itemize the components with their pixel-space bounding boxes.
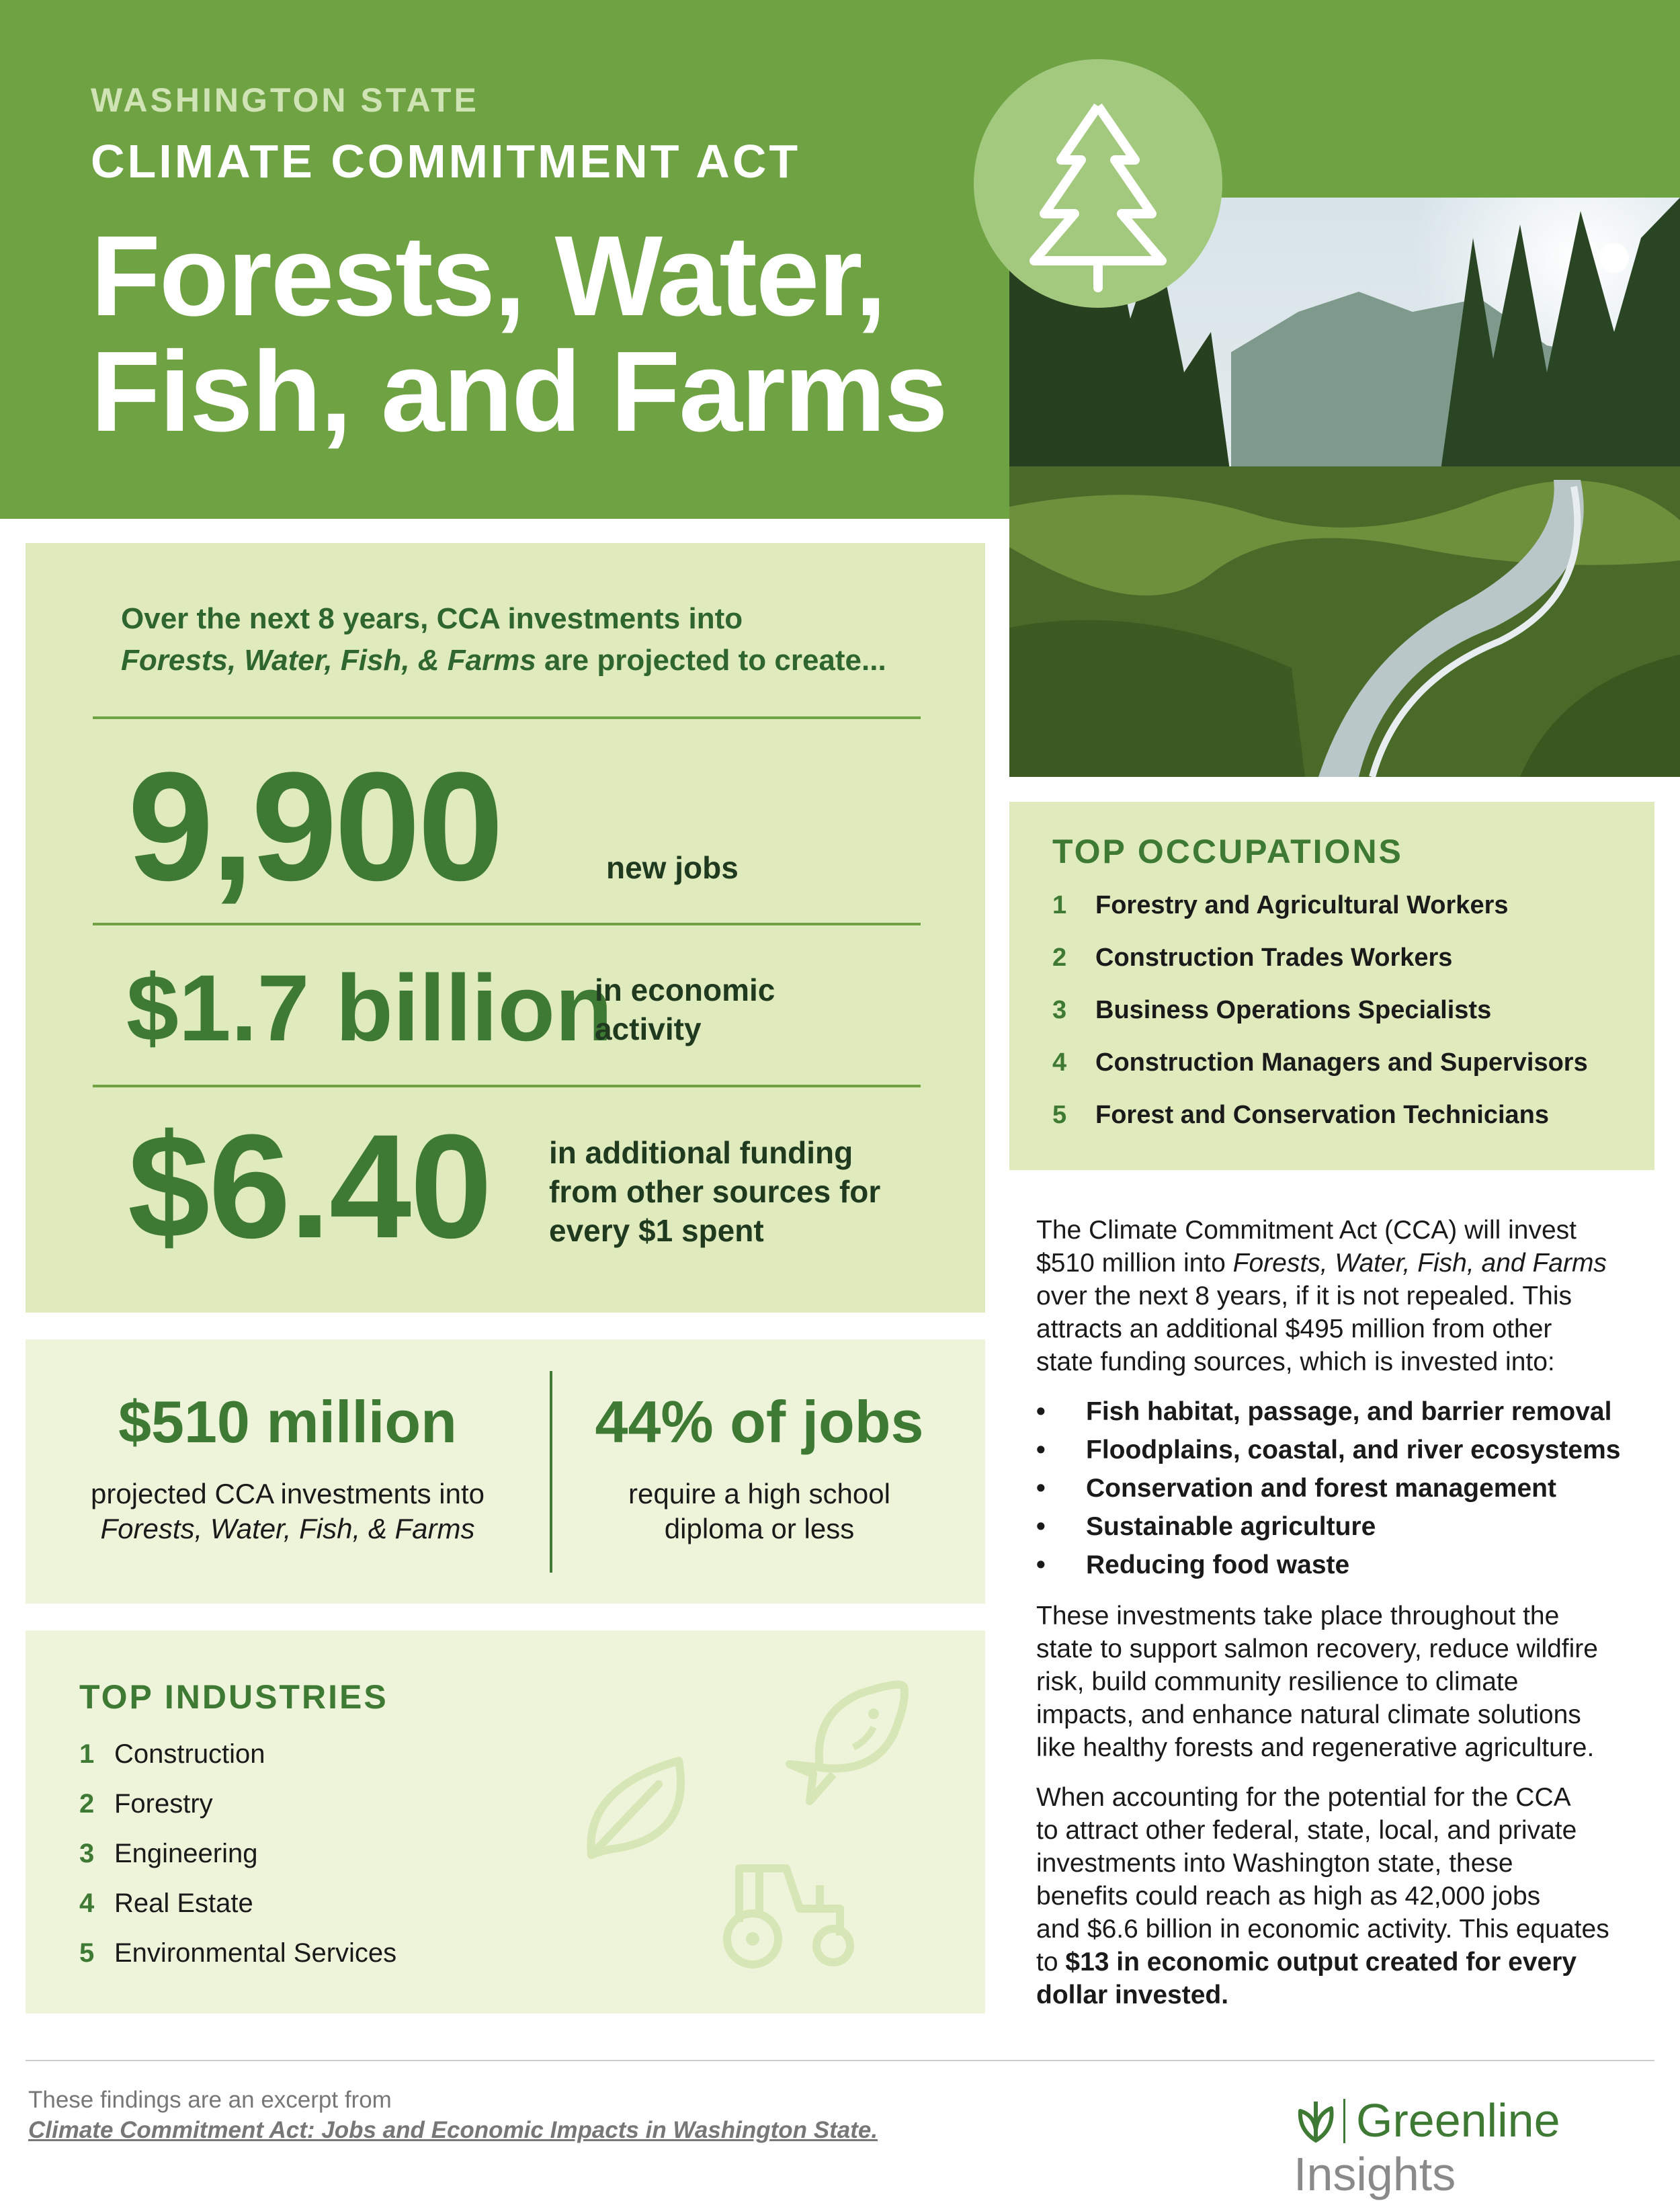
occupations-heading: TOP OCCUPATIONS — [1052, 833, 1403, 870]
text-line: to attract other federal, state, local, and private — [1036, 1816, 1577, 1845]
rank: 2 — [1052, 944, 1067, 972]
tree-icon — [974, 59, 1222, 308]
rank: 4 — [79, 1888, 95, 1918]
list-item — [1052, 1101, 1588, 1153]
text-line: and $6.6 billion in economic activity. This equates — [1036, 1915, 1609, 1944]
body-paragraph-3 — [1036, 1781, 1668, 2011]
activity-value: $1.7 billion — [126, 955, 613, 1061]
bullet-text: Conservation and forest management — [1086, 1474, 1556, 1503]
report-link[interactable]: Climate Commitment Act: Jobs and Economic Impacts in Washington State. — [28, 2117, 878, 2143]
industry-label: Engineering — [114, 1839, 258, 1868]
funding-value: $6.40 — [128, 1104, 491, 1269]
rank: 5 — [79, 1938, 95, 1968]
leaf-logo-icon — [1294, 2096, 1338, 2143]
funding-desc-line-2: from other sources for — [549, 1174, 881, 1209]
text-line — [1036, 1247, 1654, 1280]
occupation-label: Business Operations Specialists — [1095, 996, 1492, 1024]
rank: 4 — [1052, 1048, 1067, 1077]
funding-desc-line-3: every $1 spent — [549, 1213, 764, 1248]
footer-note: These findings are an excerpt from — [28, 2087, 392, 2113]
bullet-item: • Reducing food waste — [1036, 1550, 1350, 1579]
occupation-label: Forestry and Agricultural Workers — [1095, 891, 1509, 919]
list-item — [1052, 1048, 1588, 1101]
text-line: benefits could reach as high as 42,000 jobs — [1036, 1882, 1541, 1911]
investment-desc — [46, 1477, 530, 1546]
list-item — [1052, 891, 1588, 944]
intro-line-2 — [121, 640, 927, 681]
activity-desc-line-1: in economic — [595, 972, 775, 1007]
funding-desc-line-1: in additional funding — [549, 1135, 853, 1170]
list-item — [79, 1739, 396, 1789]
bullet-item: • Sustainable agriculture — [1036, 1512, 1376, 1541]
text-line: risk, build community resilience to climate — [1036, 1667, 1519, 1696]
eyebrow: WASHINGTON STATE — [91, 81, 479, 119]
subtitle: CLIMATE COMMITMENT ACT — [91, 135, 801, 188]
bullet-list — [1036, 1393, 1654, 1584]
body-paragraph-1 — [1036, 1214, 1654, 1378]
bullet-item: • Conservation and forest management — [1036, 1474, 1556, 1503]
industry-label: Forestry — [114, 1789, 213, 1819]
intro-line-1: Over the next 8 years, CCA investments into — [121, 602, 743, 635]
text-line: attracts an additional $495 million from other — [1036, 1315, 1552, 1343]
occupation-label: Construction Managers and Supervisors — [1095, 1048, 1588, 1077]
intro-italic: Forests, Water, Fish, & Farms — [121, 644, 536, 677]
bullet-text: Sustainable agriculture — [1086, 1512, 1376, 1541]
activity-desc-line-2: activity — [595, 1011, 702, 1046]
jobs-value: 9,900 — [128, 740, 501, 913]
funding-desc — [549, 1133, 880, 1250]
page-title — [91, 212, 964, 456]
bullet-text: Reducing food waste — [1086, 1550, 1350, 1579]
list-item — [79, 1839, 396, 1888]
rank: 3 — [1052, 996, 1067, 1024]
industry-label: Environmental Services — [114, 1938, 397, 1968]
rank: 2 — [79, 1789, 95, 1819]
text-bold: $13 in economic output created for every — [1065, 1948, 1577, 1977]
intro-rest: are projected to create... — [536, 644, 886, 677]
rank: 1 — [79, 1739, 95, 1769]
tree-badge — [974, 59, 1222, 308]
text-line: dollar invested. — [1036, 1981, 1229, 2009]
occupation-label: Construction Trades Workers — [1095, 944, 1453, 972]
jobs-percent-desc-line-2: diploma or less — [664, 1513, 855, 1544]
brand-divider — [1343, 2099, 1345, 2143]
footer-divider — [26, 2060, 1654, 2061]
bullet-item: • Floodplains, coastal, and river ecosystems — [1036, 1436, 1621, 1464]
divider — [93, 923, 921, 925]
list-item — [1052, 996, 1588, 1048]
bullet-item: • Fish habitat, passage, and barrier removal — [1036, 1397, 1612, 1426]
bullet-text: Floodplains, coastal, and river ecosystems — [1086, 1436, 1621, 1464]
investment-desc-line-2: Forests, Water, Fish, & Farms — [100, 1513, 475, 1544]
text-line: like healthy forests and regenerative agriculture. — [1036, 1733, 1595, 1762]
list-item — [79, 1888, 396, 1938]
list-item — [79, 1789, 396, 1839]
title-line-2: Fish, and Farms — [91, 328, 947, 456]
vertical-divider — [550, 1371, 552, 1573]
investment-panel — [26, 1339, 985, 1604]
text-line: These investments take place throughout the — [1036, 1602, 1560, 1630]
text-span: $510 million into — [1036, 1249, 1233, 1278]
brand-suffix: Insights — [1294, 2148, 1456, 2200]
leaf-icon — [578, 1747, 699, 1868]
text-line: state funding sources, which is invested into: — [1036, 1347, 1555, 1376]
text-span: to — [1036, 1948, 1066, 1977]
text-line: When accounting for the potential for the CCA — [1036, 1783, 1571, 1812]
list-item — [79, 1938, 396, 1988]
tractor-icon — [712, 1855, 860, 1969]
rank: 1 — [1052, 891, 1067, 919]
investment-value: $510 million — [118, 1388, 457, 1455]
divider — [93, 1085, 921, 1087]
investment-desc-line-1: projected CCA investments into — [91, 1478, 485, 1509]
jobs-percent-value: 44% of jobs — [595, 1388, 924, 1455]
brand-name: Greenline — [1356, 2094, 1560, 2147]
text-line — [1036, 1946, 1668, 1979]
occupation-label: Forest and Conservation Technicians — [1095, 1101, 1550, 1129]
industries-list — [79, 1739, 396, 1988]
stats-intro — [121, 598, 927, 681]
jobs-percent-desc — [571, 1477, 948, 1546]
bullet-text: Fish habitat, passage, and barrier removal — [1086, 1397, 1612, 1426]
industries-heading: TOP INDUSTRIES — [79, 1678, 388, 1716]
divider — [93, 716, 921, 719]
jobs-percent-desc-line-1: require a high school — [628, 1478, 890, 1509]
occupations-list — [1052, 891, 1588, 1153]
title-line-1: Forests, Water, — [91, 212, 886, 340]
text-line: investments into Washington state, these — [1036, 1849, 1513, 1878]
text-line: impacts, and enhance natural climate solutions — [1036, 1700, 1581, 1729]
activity-desc — [595, 970, 775, 1048]
text-line: The Climate Commitment Act (CCA) will invest — [1036, 1216, 1577, 1245]
text-italic: Forests, Water, Fish, and Farms — [1232, 1249, 1607, 1278]
text-line: over the next 8 years, if it is not repealed. This — [1036, 1282, 1572, 1311]
brand-logo — [1294, 2093, 1680, 2201]
text-line: state to support salmon recovery, reduce wildfire — [1036, 1634, 1598, 1663]
fish-icon — [780, 1673, 914, 1808]
rank: 3 — [79, 1839, 95, 1868]
body-paragraph-2 — [1036, 1600, 1668, 1764]
jobs-desc: new jobs — [606, 850, 739, 885]
list-item — [1052, 944, 1588, 996]
rank: 5 — [1052, 1101, 1067, 1129]
industry-label: Construction — [114, 1739, 265, 1769]
industry-label: Real Estate — [114, 1888, 253, 1918]
